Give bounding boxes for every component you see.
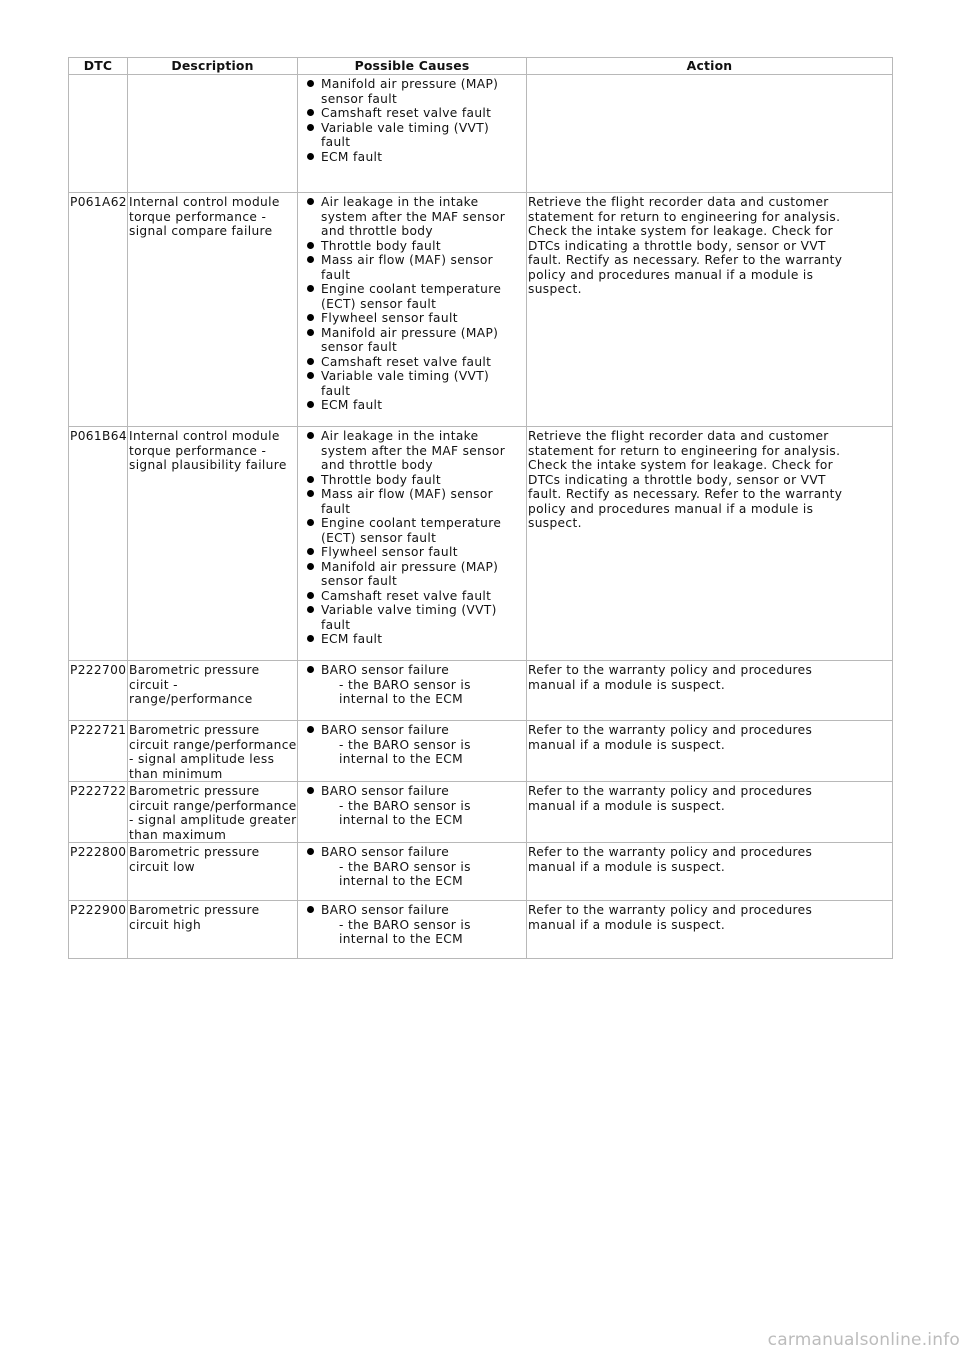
cause-text: BARO sensor failure bbox=[321, 903, 450, 917]
dtc-code: P222721 bbox=[70, 723, 127, 737]
table-row bbox=[69, 901, 893, 959]
list-item bbox=[321, 560, 519, 589]
possible-causes-cell bbox=[298, 901, 527, 959]
dtc-table bbox=[68, 57, 893, 959]
list-item bbox=[321, 903, 519, 947]
bullet-dot-icon bbox=[307, 635, 314, 642]
possible-causes-cell bbox=[298, 721, 527, 782]
action-text: Refer to the warranty policy and procedures manual if a module is suspect. bbox=[528, 663, 813, 692]
table-row bbox=[69, 782, 893, 843]
bullet-dot-icon bbox=[307, 314, 314, 321]
cause-text: Air leakage in the intake system after the MAF sensor and throttle body bbox=[321, 195, 506, 238]
cause-text: Mass air flow (MAF) sensor fault bbox=[321, 253, 494, 282]
dtc-code: P222900 bbox=[70, 903, 127, 917]
cause-text: Variable vale timing (VVT) fault bbox=[321, 369, 490, 398]
possible-causes-cell bbox=[298, 843, 527, 901]
causes-list bbox=[299, 784, 519, 828]
causes-list bbox=[299, 723, 519, 767]
cause-text: ECM fault bbox=[321, 398, 383, 412]
bullet-dot-icon bbox=[307, 548, 314, 555]
cause-text: BARO sensor failure bbox=[321, 784, 450, 798]
bullet-dot-icon bbox=[307, 256, 314, 263]
cause-text: ECM fault bbox=[321, 632, 383, 646]
bullet-dot-icon bbox=[307, 329, 314, 336]
dtc-code: P222722 bbox=[70, 784, 127, 798]
action-cell bbox=[527, 721, 893, 782]
bullet-dot-icon bbox=[307, 787, 314, 794]
action-text: Refer to the warranty policy and procedures manual if a module is suspect. bbox=[528, 845, 813, 874]
bullet-dot-icon bbox=[307, 109, 314, 116]
description-cell bbox=[128, 721, 298, 782]
bullet-dot-icon bbox=[307, 726, 314, 733]
description-text: Barometric pressure circuit low bbox=[129, 845, 260, 874]
cause-text: Camshaft reset valve fault bbox=[321, 588, 492, 603]
possible-causes-cell bbox=[298, 661, 527, 721]
list-item bbox=[321, 150, 519, 165]
dtc-code-cell bbox=[69, 901, 128, 959]
cause-text: Throttle body fault bbox=[321, 238, 441, 253]
list-item bbox=[321, 311, 519, 326]
action-text: Refer to the warranty policy and procedures manual if a module is suspect. bbox=[528, 723, 813, 752]
dtc-code bbox=[70, 75, 127, 77]
cause-text: Throttle body fault bbox=[321, 472, 441, 487]
description-cell bbox=[128, 75, 298, 193]
action-cell bbox=[527, 843, 893, 901]
description-text: Internal control module torque performance - signal plausibility failure bbox=[129, 429, 287, 472]
list-item bbox=[321, 545, 519, 560]
possible-causes-cell bbox=[298, 75, 527, 193]
list-item bbox=[321, 516, 519, 545]
table-row bbox=[69, 75, 893, 193]
header-action: Action bbox=[527, 58, 893, 75]
list-item bbox=[321, 487, 519, 516]
bullet-dot-icon bbox=[307, 80, 314, 87]
action-cell bbox=[527, 193, 893, 427]
bullet-dot-icon bbox=[307, 242, 314, 249]
cause-text: Engine coolant temperature (ECT) sensor fault bbox=[321, 516, 502, 545]
description-text: Internal control module torque performance - signal compare failure bbox=[129, 195, 280, 238]
dtc-code: P061B64 bbox=[70, 429, 127, 443]
cause-text: Flywheel sensor fault bbox=[321, 545, 458, 559]
watermark: carmanualsonline.info bbox=[767, 1330, 960, 1350]
dtc-code-cell bbox=[69, 193, 128, 427]
possible-causes-cell bbox=[298, 427, 527, 661]
table-row bbox=[69, 427, 893, 661]
causes-list bbox=[299, 663, 519, 707]
cause-text: Manifold air pressure (MAP) sensor fault bbox=[321, 77, 499, 106]
cause-text: Camshaft reset valve fault bbox=[321, 354, 492, 369]
cause-subtext: - the BARO sensor is internal to the ECM bbox=[339, 859, 471, 888]
cause-text: Engine coolant temperature (ECT) sensor fault bbox=[321, 282, 502, 311]
list-item bbox=[321, 106, 519, 121]
action-cell bbox=[527, 75, 893, 193]
cause-text: Variable vale timing (VVT) fault bbox=[321, 120, 490, 149]
table-row bbox=[69, 193, 893, 427]
description-text bbox=[129, 75, 297, 77]
possible-causes-cell bbox=[298, 193, 527, 427]
list-item bbox=[321, 589, 519, 604]
dtc-code-cell bbox=[69, 843, 128, 901]
dtc-code: P061A62 bbox=[70, 195, 127, 209]
cause-text: Flywheel sensor fault bbox=[321, 311, 458, 325]
description-cell bbox=[128, 782, 298, 843]
causes-list bbox=[299, 195, 519, 413]
dtc-code-cell bbox=[69, 75, 128, 193]
cause-subtext: - the BARO sensor is internal to the ECM bbox=[339, 798, 471, 827]
bullet-dot-icon bbox=[307, 592, 314, 599]
action-cell bbox=[527, 661, 893, 721]
dtc-code-cell bbox=[69, 721, 128, 782]
list-item bbox=[321, 369, 519, 398]
list-item bbox=[321, 473, 519, 488]
description-cell bbox=[128, 193, 298, 427]
header-possible-causes: Possible Causes bbox=[298, 58, 527, 75]
action-cell bbox=[527, 901, 893, 959]
list-item bbox=[321, 77, 519, 106]
table-header-row bbox=[69, 58, 893, 75]
bullet-dot-icon bbox=[307, 906, 314, 913]
description-text: Barometric pressure circuit - range/performance bbox=[129, 663, 260, 706]
list-item bbox=[321, 429, 519, 473]
bullet-dot-icon bbox=[307, 848, 314, 855]
list-item bbox=[321, 603, 519, 632]
bullet-dot-icon bbox=[307, 606, 314, 613]
action-text: Retrieve the flight recorder data and customer statement for return to engineering for analysis. Check the intake system for leakage. Check for DTCs indicating a throttle body, sensor or VVT fault. Rectify as necessary. Refer to the warranty policy and procedures manual if a module is suspect. bbox=[528, 195, 843, 296]
bullet-dot-icon bbox=[307, 198, 314, 205]
list-item bbox=[321, 253, 519, 282]
bullet-dot-icon bbox=[307, 519, 314, 526]
list-item bbox=[321, 663, 519, 707]
description-text: Barometric pressure circuit range/performance - signal amplitude greater than maximum bbox=[129, 784, 297, 842]
bullet-dot-icon bbox=[307, 358, 314, 365]
bullet-dot-icon bbox=[307, 476, 314, 483]
bullet-dot-icon bbox=[307, 666, 314, 673]
list-item bbox=[321, 239, 519, 254]
causes-list bbox=[299, 77, 519, 164]
cause-subtext: - the BARO sensor is internal to the ECM bbox=[339, 737, 471, 766]
action-text: Refer to the warranty policy and procedures manual if a module is suspect. bbox=[528, 784, 813, 813]
description-text: Barometric pressure circuit range/performance - signal amplitude less than minimum bbox=[129, 723, 297, 781]
table-row bbox=[69, 661, 893, 721]
list-item bbox=[321, 121, 519, 150]
list-item bbox=[321, 326, 519, 355]
bullet-dot-icon bbox=[307, 153, 314, 160]
list-item bbox=[321, 784, 519, 828]
bullet-dot-icon bbox=[307, 490, 314, 497]
bullet-dot-icon bbox=[307, 372, 314, 379]
description-cell bbox=[128, 427, 298, 661]
action-text bbox=[528, 75, 858, 77]
header-dtc: DTC bbox=[69, 58, 128, 75]
list-item bbox=[321, 723, 519, 767]
cause-text: ECM fault bbox=[321, 149, 383, 164]
causes-list bbox=[299, 845, 519, 889]
list-item bbox=[321, 355, 519, 370]
dtc-code-cell bbox=[69, 661, 128, 721]
bullet-dot-icon bbox=[307, 285, 314, 292]
list-item bbox=[321, 282, 519, 311]
cause-text: BARO sensor failure bbox=[321, 845, 450, 859]
cause-text: BARO sensor failure bbox=[321, 663, 450, 677]
list-item bbox=[321, 398, 519, 413]
cause-subtext: - the BARO sensor is internal to the ECM bbox=[339, 677, 471, 706]
bullet-dot-icon bbox=[307, 124, 314, 131]
cause-text: Camshaft reset valve fault bbox=[321, 106, 492, 120]
bullet-dot-icon bbox=[307, 432, 314, 439]
description-cell bbox=[128, 901, 298, 959]
cause-text: Air leakage in the intake system after the MAF sensor and throttle body bbox=[321, 429, 506, 472]
table-row bbox=[69, 843, 893, 901]
header-description: Description bbox=[128, 58, 298, 75]
description-cell bbox=[128, 661, 298, 721]
dtc-code: P222800 bbox=[70, 845, 127, 859]
cause-text: Mass air flow (MAF) sensor fault bbox=[321, 487, 494, 516]
table-row bbox=[69, 721, 893, 782]
description-text: Barometric pressure circuit high bbox=[129, 903, 260, 932]
cause-text: Manifold air pressure (MAP) sensor fault bbox=[321, 325, 499, 354]
bullet-dot-icon bbox=[307, 563, 314, 570]
cause-text: Manifold air pressure (MAP) sensor fault bbox=[321, 559, 499, 588]
possible-causes-cell bbox=[298, 782, 527, 843]
action-text: Retrieve the flight recorder data and customer statement for return to engineering for analysis. Check the intake system for leakage. Check for DTCs indicating a throttle body, sensor or VVT fault. Rectify as necessary. Refer to the warranty policy and procedures manual if a module is suspect. bbox=[528, 429, 843, 530]
dtc-code-cell bbox=[69, 782, 128, 843]
action-text: Refer to the warranty policy and procedures manual if a module is suspect. bbox=[528, 903, 813, 932]
cause-subtext: - the BARO sensor is internal to the ECM bbox=[339, 917, 471, 946]
list-item bbox=[321, 632, 519, 647]
bullet-dot-icon bbox=[307, 401, 314, 408]
list-item bbox=[321, 845, 519, 889]
action-cell bbox=[527, 427, 893, 661]
cause-text: Variable valve timing (VVT) fault bbox=[321, 603, 497, 632]
action-cell bbox=[527, 782, 893, 843]
cause-text: BARO sensor failure bbox=[321, 723, 450, 737]
dtc-code: P222700 bbox=[70, 663, 127, 677]
dtc-code-cell bbox=[69, 427, 128, 661]
causes-list bbox=[299, 429, 519, 647]
description-cell bbox=[128, 843, 298, 901]
list-item bbox=[321, 195, 519, 239]
causes-list bbox=[299, 903, 519, 947]
